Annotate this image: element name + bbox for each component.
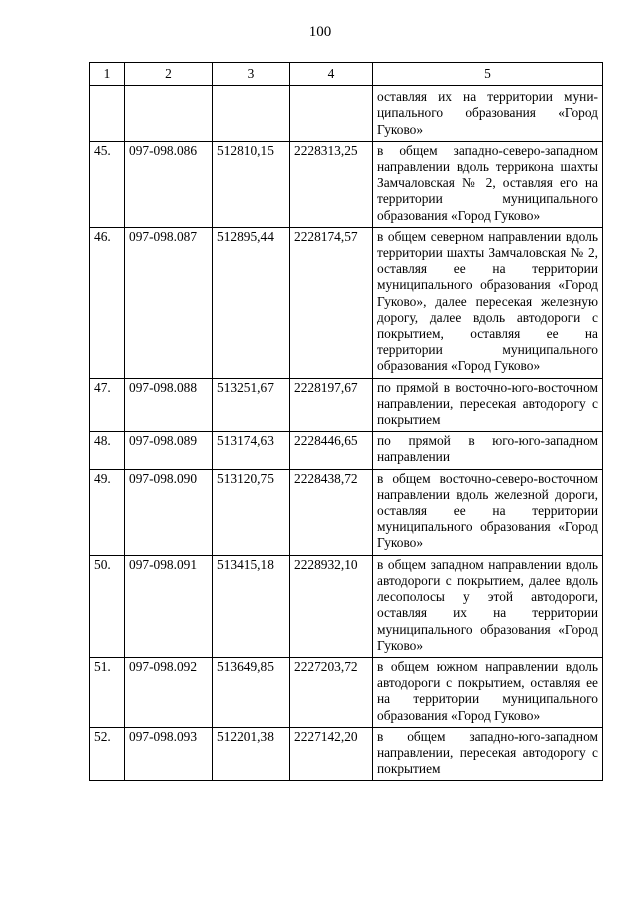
table-row <box>90 469 603 555</box>
x-coordinate-cell: 513415,18 <box>213 555 290 657</box>
description-cell: в общем западном направлении вдоль автодороги с покрытием, далее вдоль лесополосы у этой автодороги, оставляя их на территории муниципального образования «Город Гуково» <box>373 555 603 657</box>
row-number-cell <box>90 86 125 142</box>
row-number-cell: 47. <box>90 378 125 432</box>
table-row <box>90 141 603 227</box>
description-cell: в общем северном направлении вдоль территории шахты Замчаловская № 2, оставляя ее на территории муниципального образования «Город Гуково», далее пересекая железную дорогу, далее вдоль автодороги с покрытием, оставляя ее на территории муниципального образования «Город Гуково» <box>373 227 603 378</box>
y-coordinate-cell: 2228313,25 <box>290 141 373 227</box>
description-cell: в общем южном направлении вдоль автодороги с покрытием, оставляя ее на территории муниципального образования «Город Гуково» <box>373 657 603 727</box>
table-row <box>90 86 603 142</box>
x-coordinate-cell: 513174,63 <box>213 432 290 469</box>
row-number-cell: 52. <box>90 727 125 781</box>
table-body <box>90 63 603 781</box>
y-coordinate-cell: 2227203,72 <box>290 657 373 727</box>
header-cell-4: 4 <box>290 63 373 86</box>
row-number-cell: 49. <box>90 469 125 555</box>
description-cell: по прямой в восточно-юго-восточном направлении, пересекая автодорогу с покрытием <box>373 378 603 432</box>
row-number-cell: 50. <box>90 555 125 657</box>
boundary-description-table <box>89 62 603 781</box>
table-row <box>90 555 603 657</box>
row-number-cell: 46. <box>90 227 125 378</box>
header-cell-1: 1 <box>90 63 125 86</box>
y-coordinate-cell: 2228197,67 <box>290 378 373 432</box>
x-coordinate-cell: 513251,67 <box>213 378 290 432</box>
description-cell: в общем восточно-северо-восточном направлении вдоль железной дороги, оставляя ее на территории муниципального образования «Город Гуково» <box>373 469 603 555</box>
table-row <box>90 378 603 432</box>
y-coordinate-cell: 2228438,72 <box>290 469 373 555</box>
y-coordinate-cell: 2227142,20 <box>290 727 373 781</box>
point-id-cell: 097-098.092 <box>125 657 213 727</box>
x-coordinate-cell: 512895,44 <box>213 227 290 378</box>
point-id-cell: 097-098.089 <box>125 432 213 469</box>
point-id-cell: 097-098.088 <box>125 378 213 432</box>
y-coordinate-cell: 2228174,57 <box>290 227 373 378</box>
x-coordinate-cell: 512201,38 <box>213 727 290 781</box>
table-header-row <box>90 63 603 86</box>
header-cell-2: 2 <box>125 63 213 86</box>
point-id-cell: 097-098.093 <box>125 727 213 781</box>
table-row <box>90 657 603 727</box>
row-number-cell: 48. <box>90 432 125 469</box>
y-coordinate-cell: 2228932,10 <box>290 555 373 657</box>
x-coordinate-cell: 512810,15 <box>213 141 290 227</box>
x-coordinate-cell: 513649,85 <box>213 657 290 727</box>
point-id-cell: 097-098.087 <box>125 227 213 378</box>
point-id-cell <box>125 86 213 142</box>
point-id-cell: 097-098.091 <box>125 555 213 657</box>
table-row <box>90 227 603 378</box>
row-number-cell: 51. <box>90 657 125 727</box>
header-cell-3: 3 <box>213 63 290 86</box>
x-coordinate-cell <box>213 86 290 142</box>
point-id-cell: 097-098.086 <box>125 141 213 227</box>
row-number-cell: 45. <box>90 141 125 227</box>
description-cell: в общем западно-северо-западном направлении вдоль террикона шахты Замчаловская № 2, оставляя его на территории муниципального образования «Город Гуково» <box>373 141 603 227</box>
header-cell-5: 5 <box>373 63 603 86</box>
description-cell: по прямой в юго-юго-западном направлении <box>373 432 603 469</box>
table-row <box>90 727 603 781</box>
y-coordinate-cell <box>290 86 373 142</box>
point-id-cell: 097-098.090 <box>125 469 213 555</box>
table-row <box>90 432 603 469</box>
x-coordinate-cell: 513120,75 <box>213 469 290 555</box>
page-number: 100 <box>308 24 332 40</box>
y-coordinate-cell: 2228446,65 <box>290 432 373 469</box>
description-cell: в общем западно-юго-западном направлении, пересекая автодорогу с покрытием <box>373 727 603 781</box>
description-cell: оставляя их на территории муниципального образования «Город Гуково» <box>373 86 603 142</box>
